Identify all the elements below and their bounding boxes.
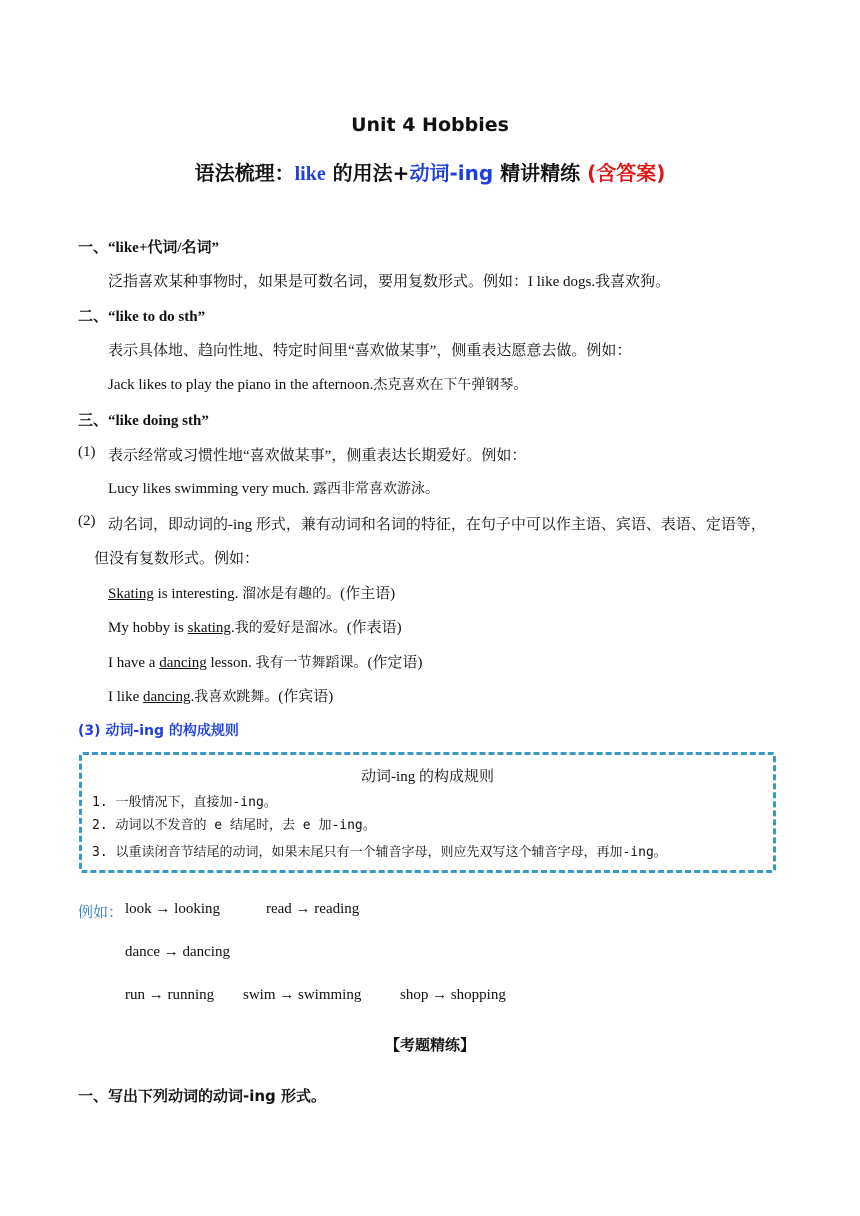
practice-heading: 【考题精练】 — [384, 1036, 475, 1054]
subtitle-like: like — [294, 163, 326, 185]
underlined-word: skating — [187, 620, 231, 636]
examples-label: 例如： — [78, 905, 124, 921]
section-2-heading: 二、“like to do sth” — [78, 309, 206, 325]
rule-item: 2. 动词以不发音的 e 结尾时，去 e 加-ing。 — [92, 818, 376, 833]
gerund-example-subject — [108, 582, 395, 603]
section-1-text: 泛指喜欢某种事物时，如果是可数名词，要用复数形式。例如：I like dogs.我喜欢狗。 — [108, 274, 671, 290]
underlined-word: dancing — [143, 689, 191, 705]
underlined-word: Skating — [108, 586, 154, 602]
example-cn: 溜冰是有趣的。 — [242, 586, 341, 602]
section-3-heading: 三、“like doing sth” — [78, 413, 209, 429]
example-pre: My hobby is — [108, 620, 188, 636]
example-pre: I like — [108, 689, 143, 705]
item-1-example-cn: 露西非常喜欢游泳。 — [312, 481, 439, 497]
underlined-word: dancing — [159, 655, 207, 671]
rules-box-title: 动词-ing 的构成规则 — [361, 769, 494, 785]
section-1-heading: 一、“like+代词/名词” — [78, 240, 220, 256]
section-2-text: 表示具体地、趋向性地、特定时间里“喜欢做某事”，侧重表达愿意去做。例如： — [108, 343, 632, 359]
example-role: (作定语) — [367, 655, 423, 671]
section-3-item-2-text-a: 动名词，即动词的-ing 形式，兼有动词和名词的特征，在句子中可以作主语、宾语、表语、定语等， — [108, 517, 766, 533]
example-pair: read → reading — [266, 901, 360, 917]
example-pre: I have a — [108, 655, 160, 671]
example-en: is interesting. — [153, 586, 243, 602]
section-3-item-2-number: (2) — [78, 513, 96, 529]
section-3-item-1-number: (1) — [78, 444, 96, 460]
subtitle-answers: (含答案) — [587, 161, 666, 185]
example-pair: dance → dancing — [125, 944, 230, 960]
subtitle-verb-ing: 动词-ing — [409, 161, 494, 185]
section-2-example — [108, 374, 527, 394]
example-en: . — [190, 689, 195, 705]
example-en: . — [230, 620, 235, 636]
example-cn: 我喜欢跳舞。 — [194, 689, 279, 705]
example-pair: run → running — [125, 987, 215, 1003]
page-subtitle — [0, 157, 860, 186]
practice-question-1: 一、写出下列动词的动词-ing 形式。 — [78, 1087, 327, 1105]
subtitle-part-5: 精讲精练 — [493, 161, 588, 185]
section-2-example-en: Jack likes to play the piano in the afternoon. — [108, 377, 374, 393]
section-2-example-cn: 杰克喜欢在下午弹钢琴。 — [373, 377, 528, 393]
rule-item: 3. 以重读闭音节结尾的动词，如果末尾只有一个辅音字母，则应先双写这个辅音字母，再加-ing。 — [92, 845, 667, 860]
subtitle-part-3: 的用法+ — [325, 161, 410, 185]
example-cn: 我有一节舞蹈课。 — [255, 655, 368, 671]
example-role: (作表语) — [346, 620, 402, 636]
gerund-example-object — [108, 685, 333, 706]
rule-item: 1. 一般情况下，直接加-ing。 — [92, 795, 277, 810]
example-pair: shop → shopping — [400, 987, 506, 1003]
example-role: (作宾语) — [278, 689, 334, 705]
section-3-item-1-text: 表示经常或习惯性地“喜欢做某事”，侧重表达长期爱好。例如： — [108, 448, 527, 464]
example-pair: swim → swimming — [243, 987, 362, 1003]
ing-rules-box — [79, 752, 776, 873]
subtitle-part-1: 语法梳理： — [194, 161, 295, 185]
section-3-item-3-heading: (3) 动词-ing 的构成规则 — [78, 723, 239, 739]
gerund-example-attributive — [108, 651, 422, 672]
page-title: Unit 4 Hobbies — [351, 114, 509, 136]
example-pair: look → looking — [125, 901, 221, 917]
example-role: (作主语) — [340, 586, 396, 602]
example-cn: 我的爱好是溜冰。 — [234, 620, 347, 636]
section-3-item-2-text-b: 但没有复数形式。例如： — [94, 551, 260, 567]
example-en: lesson. — [206, 655, 256, 671]
gerund-example-predicative — [108, 616, 402, 637]
section-3-item-1-example — [108, 478, 439, 498]
item-1-example-en: Lucy likes swimming very much. — [108, 481, 313, 497]
